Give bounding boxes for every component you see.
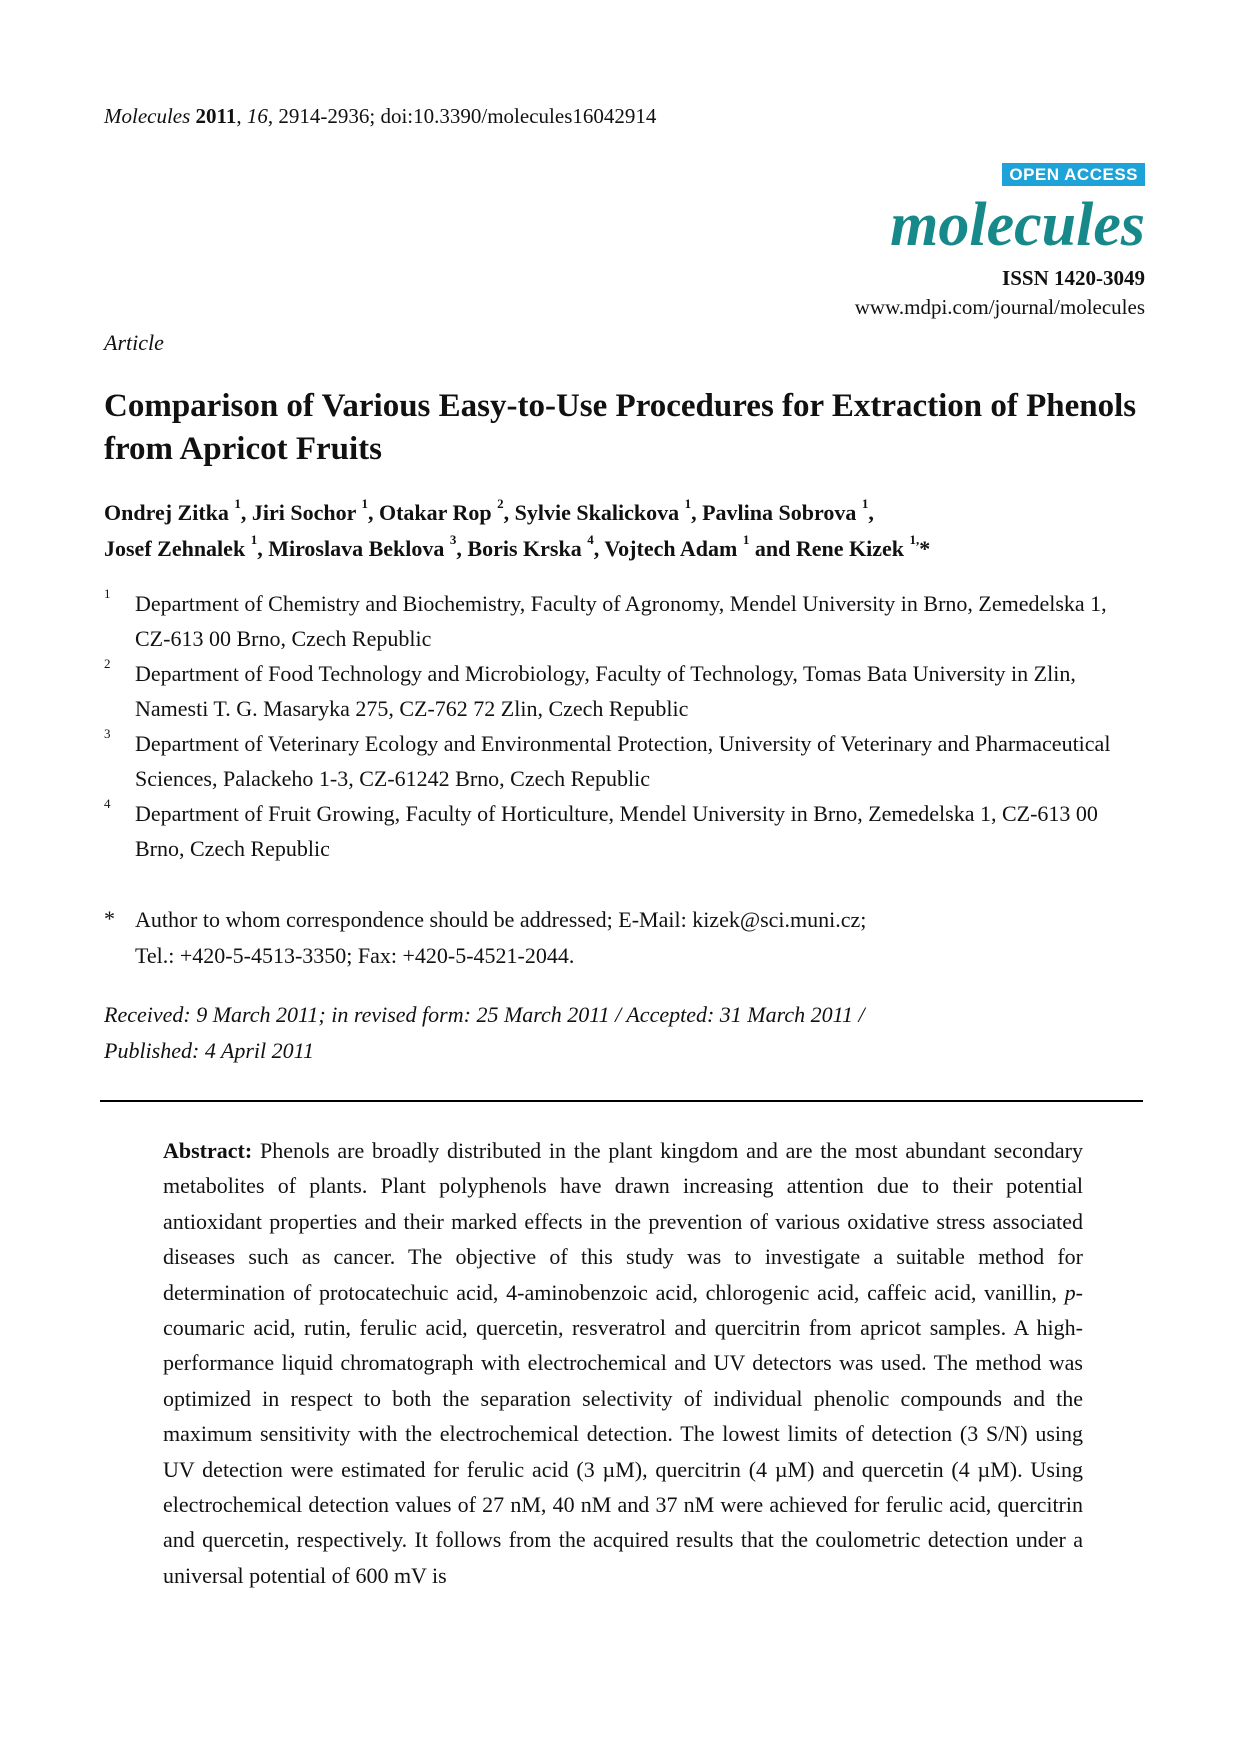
author-affiliation-sup: 1 bbox=[742, 532, 750, 547]
abstract-text-2: -coumaric acid, rutin, ferulic acid, quercetin, resveratrol and quercitrin from apricot samples. A high-performance liquid chromatograph with electrochemical and UV detectors was used. The method was optimized in respect to both the separation selectivity of individual phenolic compounds and the maximum sensitivity with the electrochemical detection. The lowest limits of detection (3 S/N) using UV detection were estimated for ferulic acid (3 µM), quercitrin (4 µM) and quercetin (4 µM). Using electrochemical detection values of 27 nM, 40 nM and 37 nM were achieved for ferulic acid, quercitrin and quercetin, respectively. It follows from the acquired results that the coulometric detection under a universal potential of 600 mV is bbox=[163, 1279, 1083, 1588]
author-name: Miroslava Beklova bbox=[268, 536, 445, 561]
authors-line-2 bbox=[104, 532, 931, 562]
citation-year: 2011 bbox=[195, 104, 237, 128]
affiliation-text: Department of Chemistry and Biochemistry, Faculty of Agronomy, Mendel University in Brno, Zemedelska 1, CZ-613 00 Brno, Czech Republic bbox=[135, 591, 1107, 651]
abstract-text-1: Phenols are broadly distributed in the plant kingdom and are the most abundant secondary metabolites of plants. Plant polyphenols have drawn increasing attention due to their potential antioxidant properties and their marked effects in the prevention of various oxidative stress associated diseases such as cancer. The objective of this study was to investigate a suitable method for determination of protocatechuic acid, 4-aminobenzoic acid, chlorogenic acid, caffeic acid, vanillin, bbox=[163, 1138, 1083, 1305]
author-affiliation-sup: 1 bbox=[861, 496, 869, 511]
journal-url[interactable]: www.mdpi.com/journal/molecules bbox=[854, 295, 1145, 319]
dates-line-2: Published: 4 April 2011 bbox=[104, 1038, 315, 1063]
affiliation-number: 4 bbox=[104, 796, 111, 811]
author-name: Ondrej Zitka bbox=[104, 500, 229, 525]
author-separator: , bbox=[691, 500, 703, 525]
article-type: Article bbox=[104, 330, 164, 355]
citation-rest: , 2914-2936; doi:10.3390/molecules16042914 bbox=[267, 104, 657, 128]
horizontal-rule bbox=[100, 1100, 1143, 1102]
author-name: Vojtech Adam bbox=[604, 536, 738, 561]
affiliation-text: Department of Fruit Growing, Faculty of Horticulture, Mendel University in Brno, Zemedelska 1, CZ-613 00 Brno, Czech Republic bbox=[135, 801, 1098, 861]
citation-line: Molecules 2011, 16, 2914-2936; doi:10.3390/molecules16042914 bbox=[104, 104, 657, 128]
author-name: Rene Kizek bbox=[795, 536, 904, 561]
affiliation-text: Department of Food Technology and Microbiology, Faculty of Technology, Tomas Bata University in Zlin, Namesti T. G. Masaryka 275, CZ-762 72 Zlin, Czech Republic bbox=[135, 661, 1076, 721]
paper-title: Comparison of Various Easy-to-Use Procedures for Extraction of Phenols from Apricot Fruits bbox=[104, 388, 1137, 467]
author-affiliation-sup: 1 bbox=[234, 496, 241, 511]
publication-dates bbox=[104, 997, 865, 1069]
author-name: Josef Zehnalek bbox=[104, 536, 246, 561]
journal-logo: molecules bbox=[890, 191, 1145, 259]
correspondence-star: * bbox=[104, 906, 115, 931]
author-separator: , bbox=[257, 536, 269, 561]
author-name: Otakar Rop bbox=[378, 500, 492, 525]
affiliation-number: 2 bbox=[104, 656, 111, 671]
author-separator: * bbox=[919, 536, 931, 561]
author-affiliation-sup: 3 bbox=[449, 532, 457, 547]
abstract-italic-p: p bbox=[1064, 1279, 1076, 1305]
abstract-label: Abstract: bbox=[163, 1138, 253, 1163]
author-affiliation-sup: 1, bbox=[909, 532, 920, 547]
author-affiliation-sup: 1 bbox=[250, 532, 258, 547]
author-affiliation-sup: 4 bbox=[587, 532, 594, 547]
citation-volume: 16 bbox=[246, 104, 268, 128]
authors-line-1 bbox=[104, 496, 874, 526]
correspondence-line-2: Tel.: +420-5-4513-3350; Fax: +420-5-4521-2044. bbox=[135, 943, 575, 968]
author-separator: , bbox=[367, 500, 379, 525]
affiliation-number: 3 bbox=[104, 726, 111, 741]
issn: ISSN 1420-3049 bbox=[1002, 266, 1145, 290]
citation-journal: Molecules bbox=[104, 104, 191, 128]
abstract bbox=[163, 1133, 1083, 1593]
author-separator: , bbox=[456, 536, 468, 561]
affiliation-number: 1 bbox=[104, 586, 111, 601]
author-separator: , bbox=[503, 500, 515, 525]
author-separator: , bbox=[593, 536, 605, 561]
author-name: Pavlina Sobrova bbox=[702, 500, 857, 525]
dates-line-1: Received: 9 March 2011; in revised form: 25 March 2011 / Accepted: 31 March 2011 / bbox=[104, 1002, 865, 1027]
correspondence bbox=[135, 902, 866, 974]
open-access-badge: OPEN ACCESS bbox=[1002, 163, 1145, 186]
affiliation-text: Department of Veterinary Ecology and Environmental Protection, University of Veterinary and Pharmaceutical Sciences, Palackeho 1-3, CZ-61242 Brno, Czech Republic bbox=[135, 731, 1111, 791]
author-separator: , bbox=[868, 500, 874, 525]
correspondence-line-1: Author to whom correspondence should be addressed; E-Mail: kizek@sci.muni.cz; bbox=[135, 907, 867, 932]
author-name: Boris Krska bbox=[467, 536, 582, 561]
author-name: Jiri Sochor bbox=[251, 500, 356, 525]
author-affiliation-sup: 1 bbox=[361, 496, 368, 511]
author-affiliation-sup: 1 bbox=[684, 496, 692, 511]
author-name: Sylvie Skalickova bbox=[514, 500, 680, 525]
author-separator: and bbox=[749, 536, 796, 561]
author-separator: , bbox=[240, 500, 252, 525]
author-affiliation-sup: 2 bbox=[497, 496, 504, 511]
